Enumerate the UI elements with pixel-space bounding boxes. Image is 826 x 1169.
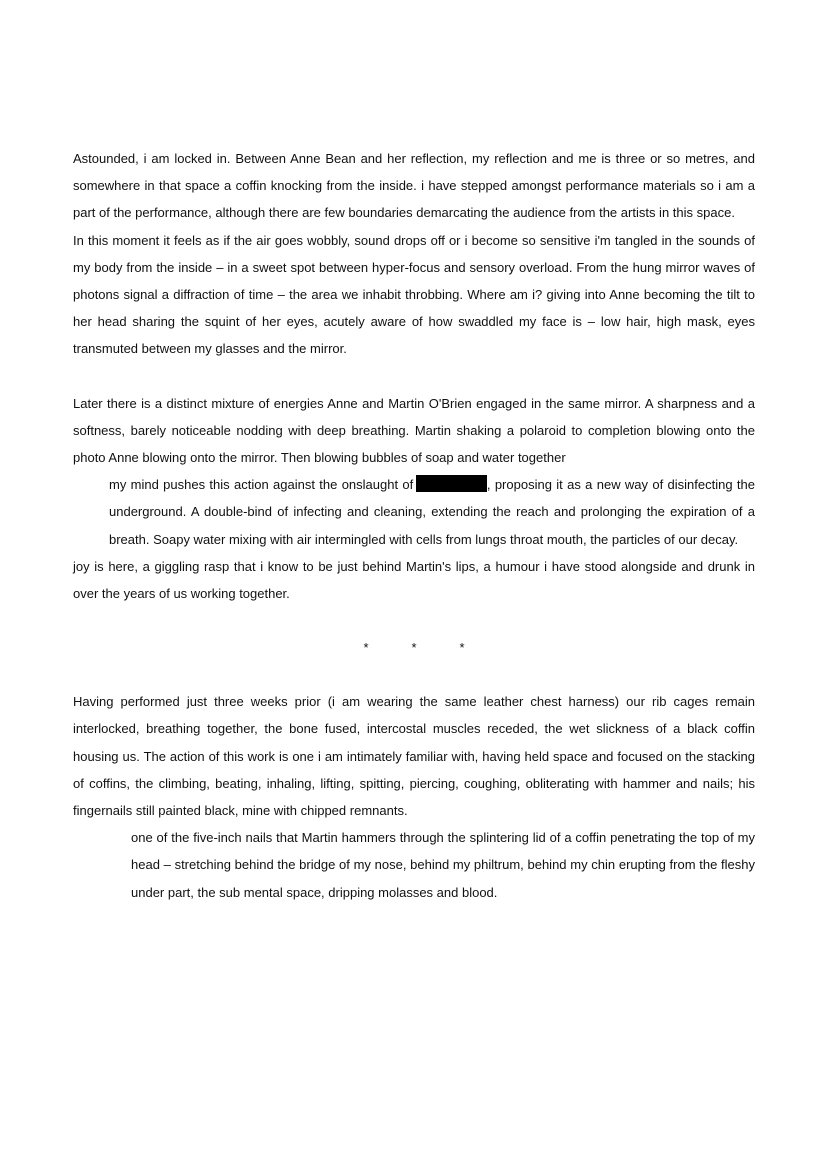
document-body [73,145,755,906]
paragraph-3: Later there is a distinct mixture of energies Anne and Martin O'Brien engaged in the same mirror. A sharpness and a softness, barely noticeable nodding with deep breathing. Martin shaking a polaroid to completion blowing onto the photo Anne blowing onto the mirror. Then blowing bubbles of soap and water together [73,395,755,466]
quote-1-end: , proposing it as a new way of disinfecting the underground. A double-bind of infecting and cleaning, extending the reach and prolonging the expiration of a breath. Soapy water mixing with air intermingled with cells from lungs throat mouth, the particles of our decay. [109,477,755,547]
quote-1-start: my mind pushes this action against the onslaught of [109,477,414,493]
paragraph-2: In this moment it feels as if the air goes wobbly, sound drops off or i become so sensitive i'm tangled in the sounds of my body from the inside – in a sweet spot between hyper-focus and sensory overload. From the hung mirror waves of photons signal a diffraction of time – the area we inhabit throbbing. Where am i? giving into Anne becoming the tilt to her head sharing the squint of her eyes, acutely aware of how swaddled my face is – low hair, high mask, eyes transmuted between my glasses and the mirror. [73,232,755,357]
separator-star-2: * [411,640,417,656]
redaction-block [416,475,487,492]
paragraph-1: Astounded, i am locked in. Between Anne Bean and her reflection, my reflection and me is three or so metres, and somewhere in that space a coffin knocking from the inside. i have stepped amongst performance materials so i am a part of the performance, although there are few boundaries demarcating the audience from the artists in this space. [73,151,755,221]
paragraph-gap [73,363,755,390]
section-separator [73,634,755,661]
separator-star-1: * [363,640,369,656]
paragraph-4: joy is here, a giggling rasp that i know to be just behind Martin's lips, a humour i have stood alongside and drunk in over the years of us working together. [73,558,755,602]
separator-star-3: * [459,640,465,656]
indented-quote-2: one of the five-inch nails that Martin hammers through the splintering lid of a coffin penetrating the top of my head – stretching behind the bridge of my nose, behind my philtrum, behind my chin erupting from the fleshy under part, the sub mental space, dripping molasses and blood. [131,830,755,900]
indented-quote-1 [109,471,755,553]
paragraph-5: Having performed just three weeks prior (i am wearing the same leather chest harness) our rib cages remain interlocked, breathing together, the bone fused, intercostal muscles receded, the wet slickness of a black coffin housing us. The action of this work is one i am intimately familiar with, having held space and focused on the stacking of coffins, the climbing, beating, inhaling, lifting, spitting, piercing, coughing, obliterating with hammer and nails; his fingernails still painted black, mine with chipped remnants. [73,694,755,819]
